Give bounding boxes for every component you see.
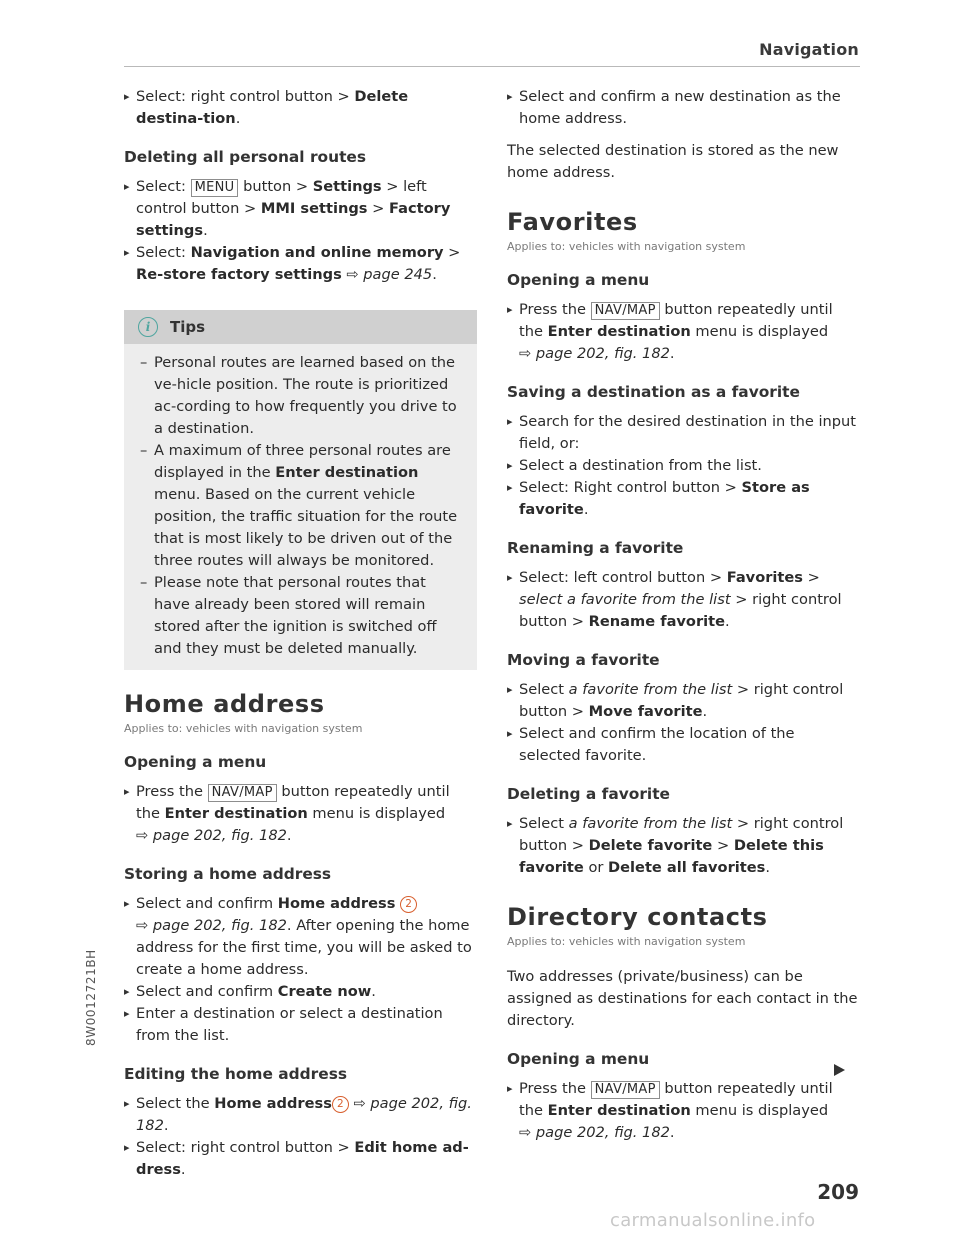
watermark: carmanualsonline.info <box>610 1210 816 1231</box>
section-title-directory-contacts: Directory contacts <box>507 903 768 931</box>
tips-title: Tips <box>170 318 206 336</box>
instruction-step: ▸ Search for the desired destination in the input field, or: <box>507 411 860 455</box>
page-ref[interactable]: ⇨ page 202, fig. 182 <box>136 917 287 934</box>
instruction-step: ▸ Press the NAV/MAP button repeatedly until the Enter destination menu is displayed ⇨ page 202, fig. 182. <box>507 299 860 365</box>
page-number: 209 <box>817 1180 859 1204</box>
right-column <box>507 86 860 1144</box>
tip-item: – Personal routes are learned based on the ve-hicle position. The route is prioritized ac-cording to how frequently you drive to a destination. <box>138 352 463 440</box>
info-icon: i <box>138 317 158 337</box>
instruction-step: ▸ Select: right control button > Edit home ad-dress. <box>124 1137 477 1181</box>
key-nav-map: NAV/MAP <box>591 302 660 320</box>
instruction-step: ▸ Select and confirm Create now. <box>124 981 477 1003</box>
instruction-step: ▸ Select: Right control button > Store as favorite. <box>507 477 860 521</box>
instruction-step: ▸ Select a favorite from the list > right control button > Delete favorite > Delete this favorite or Delete all favorites. <box>507 813 860 879</box>
header-rule <box>124 66 860 67</box>
heading-moving-favorite: Moving a favorite <box>507 651 660 669</box>
instruction-step: ▸ Select the Home address 2 ⇨ page 202, fig. 182. <box>124 1093 477 1137</box>
running-header: Navigation <box>759 40 859 59</box>
heading-deleting-routes: Deleting all personal routes <box>124 148 367 166</box>
heading-opening-menu: Opening a menu <box>124 753 267 771</box>
instruction-step: ▸ Select: right control button > Delete destina-tion. <box>124 86 477 130</box>
applies-note: Applies to: vehicles with navigation system <box>507 935 746 948</box>
section-title-home-address: Home address <box>124 690 325 718</box>
callout-number: 2 <box>332 1096 349 1113</box>
key-nav-map: NAV/MAP <box>591 1081 660 1099</box>
heading-saving-favorite: Saving a destination as a favorite <box>507 383 800 401</box>
tip-item: – Please note that personal routes that have already been stored will remain stored after the ignition is switched off and they must be deleted manually. <box>138 572 463 660</box>
instruction-step: ▸ Select and confirm a new destination as the home address. <box>507 86 860 130</box>
continue-arrow-icon <box>834 1064 845 1076</box>
heading-editing-home: Editing the home address <box>124 1065 348 1083</box>
section-title-favorites: Favorites <box>507 208 638 236</box>
instruction-step: ▸ Enter a destination or select a destination from the list. <box>124 1003 477 1047</box>
page-ref[interactable]: ⇨ page 202, fig. 182 <box>136 827 287 844</box>
heading-renaming-favorite: Renaming a favorite <box>507 539 684 557</box>
instruction-step: ▸ Select a destination from the list. <box>507 455 860 477</box>
page-ref[interactable]: ⇨ page 245 <box>341 266 433 283</box>
page-ref[interactable]: ⇨ page 202, fig. 182 <box>136 1095 472 1134</box>
applies-note: Applies to: vehicles with navigation system <box>124 722 363 735</box>
paragraph: Two addresses (private/business) can be assigned as destinations for each contact in the directory. <box>507 968 858 1029</box>
instruction-step: ▸ Press the NAV/MAP button repeatedly until the Enter destination menu is displayed ⇨ page 202, fig. 182. <box>124 781 477 847</box>
instruction-step: ▸ Press the NAV/MAP button repeatedly until the Enter destination menu is displayed ⇨ page 202, fig. 182. <box>507 1078 860 1144</box>
tips-header <box>124 310 477 344</box>
applies-note: Applies to: vehicles with navigation system <box>507 240 746 253</box>
instruction-step: ▸ Select and confirm Home address 2 ⇨ page 202, fig. 182. After opening the home address for the first time, you will be asked to create a home address. <box>124 893 477 981</box>
heading-storing-home: Storing a home address <box>124 865 332 883</box>
heading-deleting-favorite: Deleting a favorite <box>507 785 670 803</box>
paragraph: The selected destination is stored as the new home address. <box>507 142 839 181</box>
instruction-step: ▸ Select and confirm the location of the selected favorite. <box>507 723 860 767</box>
heading-opening-menu: Opening a menu <box>507 271 650 289</box>
key-nav-map: NAV/MAP <box>208 784 277 802</box>
instruction-step: ▸ Select: MENU button > Settings > left control button > MMI settings > Factory settings. <box>124 176 477 242</box>
left-column <box>124 86 477 1181</box>
tips-box <box>124 310 477 670</box>
page-ref[interactable]: ⇨ page 202, fig. 182 <box>519 1124 670 1141</box>
key-menu: MENU <box>191 179 239 197</box>
page-ref[interactable]: ⇨ page 202, fig. 182 <box>519 345 670 362</box>
callout-number: 2 <box>400 896 417 913</box>
document-code: 8W0012721BH <box>84 949 98 1046</box>
heading-opening-menu: Opening a menu <box>507 1050 650 1068</box>
instruction-step: ▸ Select: Navigation and online memory > Re-store factory settings ⇨ page 245. <box>124 242 477 286</box>
instruction-step: ▸ Select a favorite from the list > right control button > Move favorite. <box>507 679 860 723</box>
tip-item: – A maximum of three personal routes are displayed in the Enter destination menu. Based on the current vehicle position, the traffic situation for the route that is most likely to be driven out of the three routes will always be monitored. <box>138 440 463 572</box>
instruction-step: ▸ Select: left control button > Favorites > select a favorite from the list > right control button > Rename favorite. <box>507 567 860 633</box>
